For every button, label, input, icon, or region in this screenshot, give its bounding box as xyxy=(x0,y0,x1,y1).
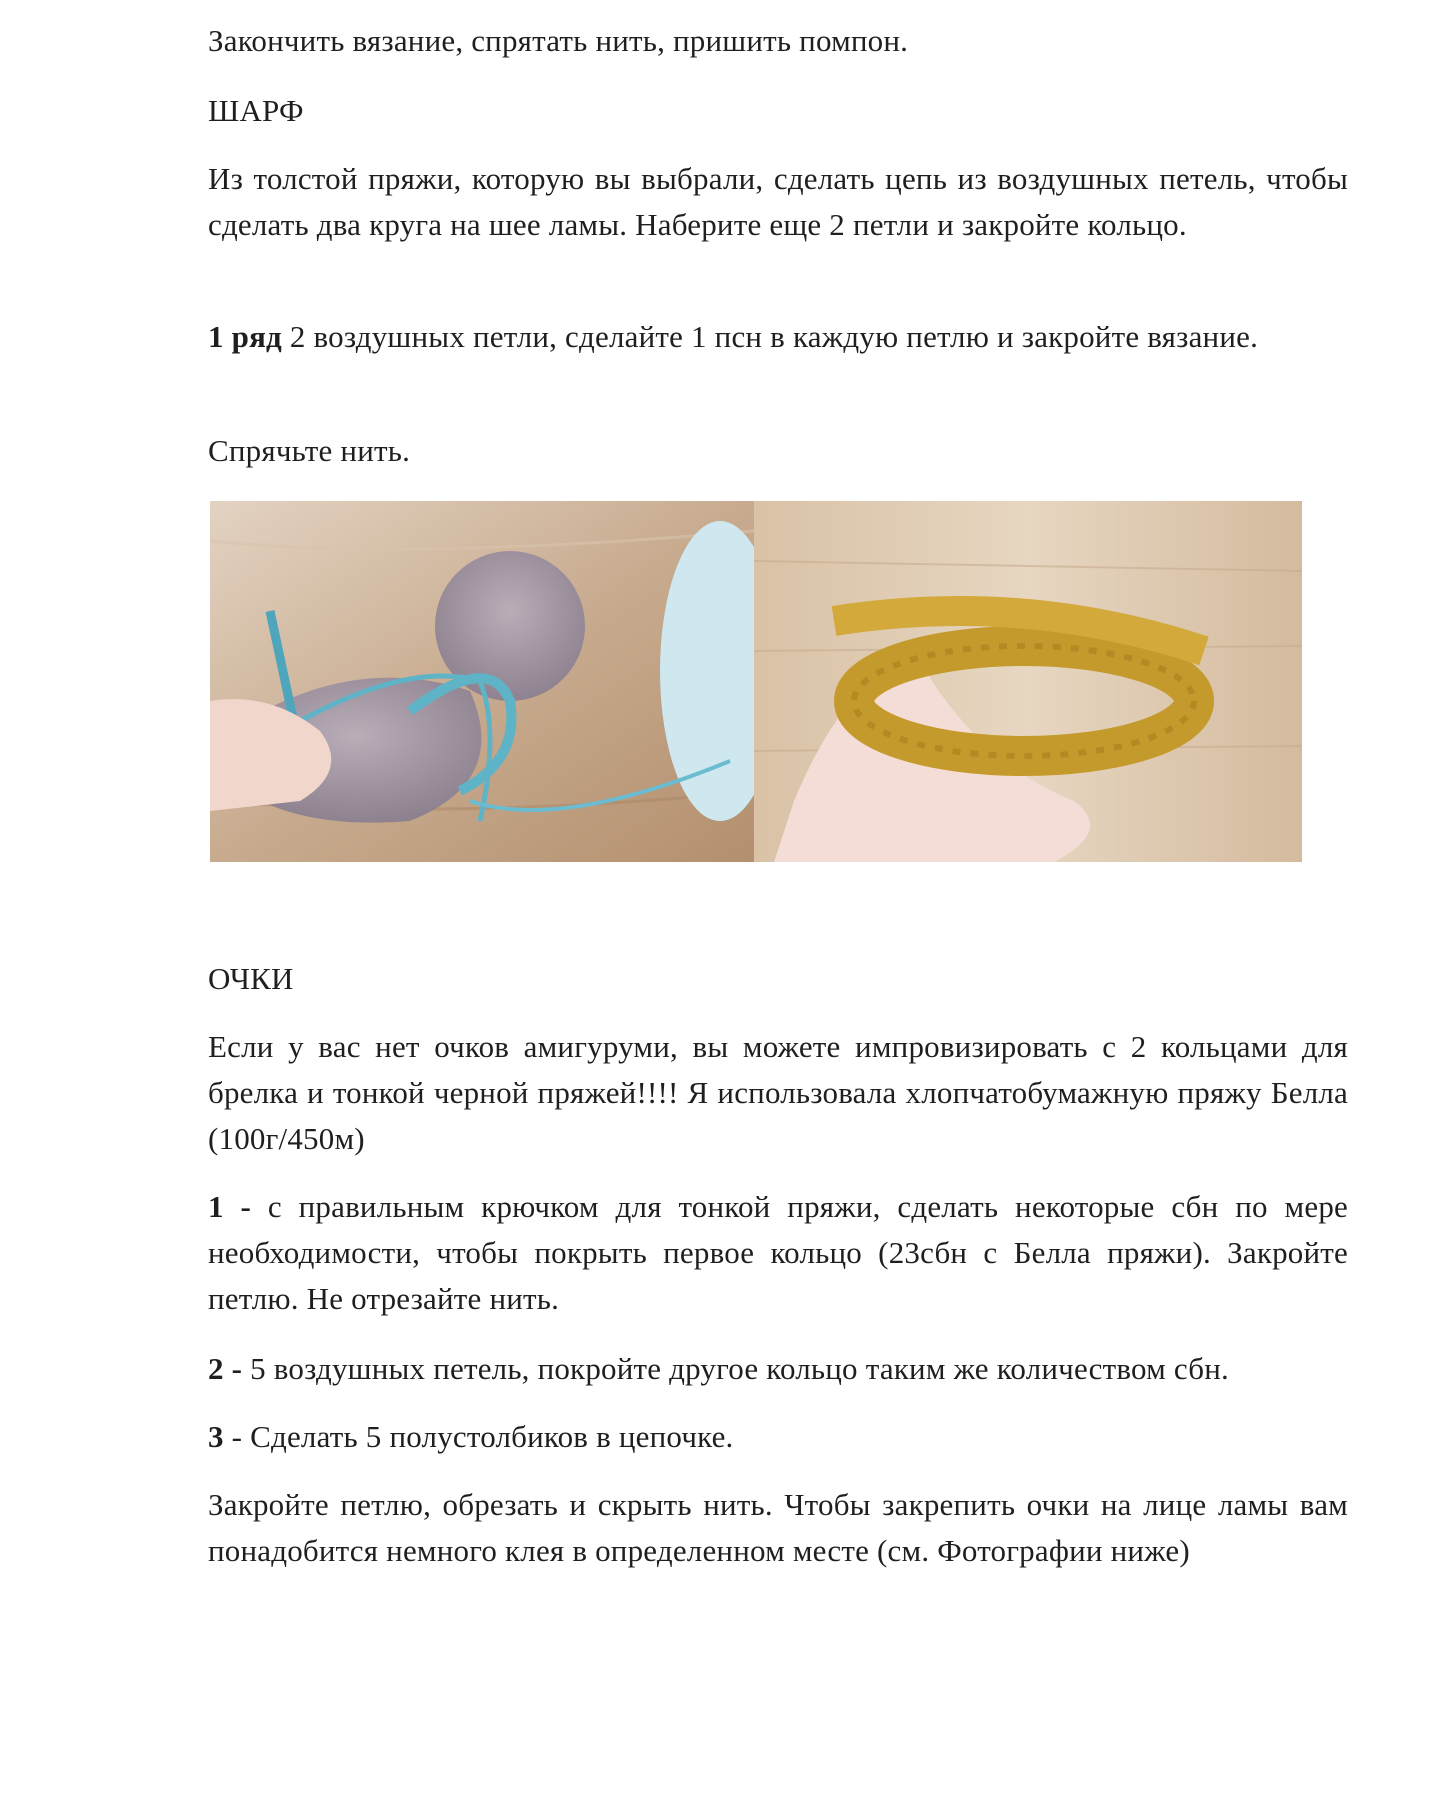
mustard-scarf-illustration xyxy=(754,501,1302,862)
llama-scarf-illustration xyxy=(210,501,754,862)
glasses-intro: Если у вас нет очков амигуруми, вы можете импровизировать с 2 кольцами для брелка и тонкой черной пряжей!!!! Я использовала хлопчатобумажную пряжу Белла (100г/450м) xyxy=(208,1029,1348,1156)
finish-instruction: Закончить вязание, спрятать нить, пришить помпон. xyxy=(208,23,909,58)
scarf-row1 xyxy=(208,314,1348,360)
scarf-row1-text: 2 воздушных петли, сделайте 1 псн в каждую петлю и закройте вязание. xyxy=(281,319,1259,354)
photo-mustard-scarf xyxy=(754,501,1302,862)
glasses-heading: ОЧКИ xyxy=(208,961,294,996)
scarf-row1-label: 1 ряд xyxy=(208,319,282,354)
glasses-closing: Закройте петлю, обрезать и скрыть нить. Чтобы закрепить очки на лице ламы вам понадобится немного клея в определенном месте (см. Фотографии ниже) xyxy=(208,1487,1348,1568)
glasses-step3-text: - Сделать 5 полустолбиков в цепочке. xyxy=(223,1419,734,1454)
glasses-step3 xyxy=(208,1414,1348,1460)
scarf-photos xyxy=(210,501,1302,862)
glasses-step2-text: 5 воздушных петель, покройте другое кольцо таким же количеством сбн. xyxy=(242,1351,1229,1386)
scarf-heading: ШАРФ xyxy=(208,93,304,128)
scarf-instructions: Из толстой пряжи, которую вы выбрали, сделать цепь из воздушных петель, чтобы сделать два круга на шее ламы. Наберите еще 2 петли и закройте кольцо. xyxy=(208,161,1348,242)
glasses-step1-label: 1 - xyxy=(208,1189,252,1224)
glasses-step2-label: 2 - xyxy=(208,1351,243,1386)
glasses-step3-label: 3 xyxy=(208,1419,224,1454)
photo-llama-scarf-crochet xyxy=(210,501,754,862)
scarf-hide-thread: Спрячьте нить. xyxy=(208,433,411,468)
glasses-step1-text: с правильным крючком для тонкой пряжи, сделать некоторые сбн по мере необходимости, чтобы покрыть первое кольцо (23сбн с Белла пряжи). Закройте петлю. Не отрезайте нить. xyxy=(208,1189,1348,1316)
glasses-step1 xyxy=(208,1184,1348,1322)
glasses-step2 xyxy=(208,1346,1348,1392)
